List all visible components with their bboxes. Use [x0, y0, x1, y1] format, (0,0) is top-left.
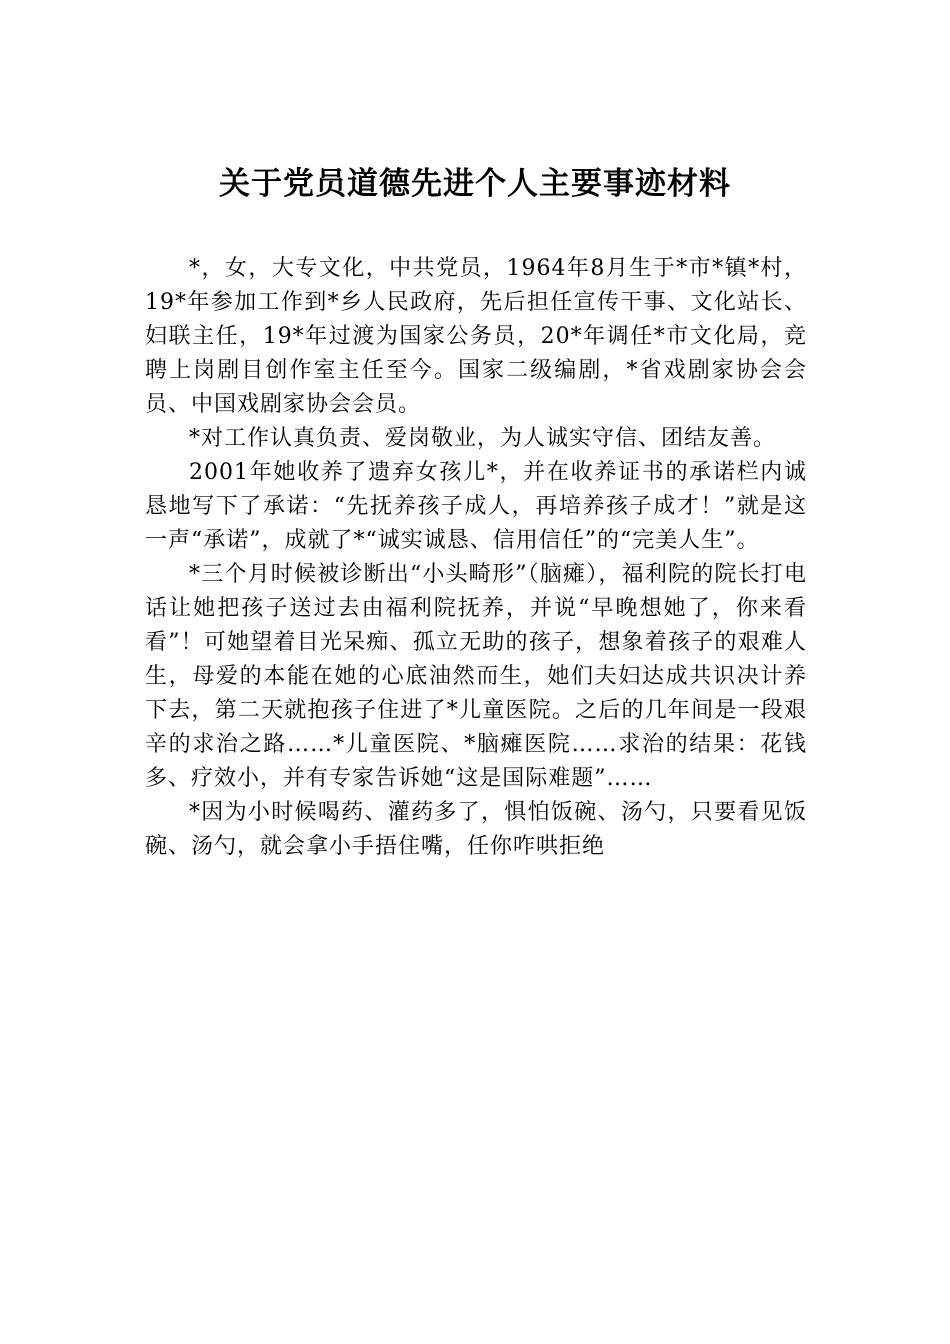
paragraph-1: *，女，大专文化，中共党员，1964年8月生于*市*镇*村，19*年参加工作到*乡人民政府，先后担任宣传干事、文化站长、妇联主任，19*年过渡为国家公务员，20*年调任*市文化局，竞聘上岗剧目创作室主任至今。国家二级编剧，*省戏剧家协会会员、中国戏剧家协会会员。 [145, 256, 807, 417]
document-body [145, 252, 807, 864]
paragraph-2: *对工作认真负责、爱岗敬业，为人诚实守信、团结友善。 [189, 426, 777, 451]
paragraph-3: 2001年她收养了遗弃女孩儿*，并在收养证书的承诺栏内诚恳地写下了承诺：“先抚养孩子成人，再培养孩子成才！”就是这一声“承诺”，成就了*“诚实诚恳、信用信任”的“完美人生”。 [145, 460, 807, 553]
paragraph-5: *因为小时候喝药、灌药多了，惧怕饭碗、汤勺，只要看见饭碗、汤勺，就会拿小手捂住嘴，任你咋哄拒绝 [145, 800, 807, 859]
document-title: 关于党员道德先进个人主要事迹材料 [219, 166, 731, 202]
paragraph-4: *三个月时候被诊断出“小头畸形”（脑瘫），福利院的院长打电话让她把孩子送过去由福利院抚养，并说“早晚想她了，你来看看”！可她望着目光呆痴、孤立无助的孩子，想象着孩子的艰难人生，母爱的本能在她的心底油然而生，她们夫妇达成共识决计养下去，第二天就抱孩子住进了*儿童医院。之后的几年间是一段艰辛的求治之路……*儿童医院、*脑瘫医院……求治的结果：花钱多、疗效小，并有专家告诉她“这是国际难题”…… [145, 562, 807, 791]
